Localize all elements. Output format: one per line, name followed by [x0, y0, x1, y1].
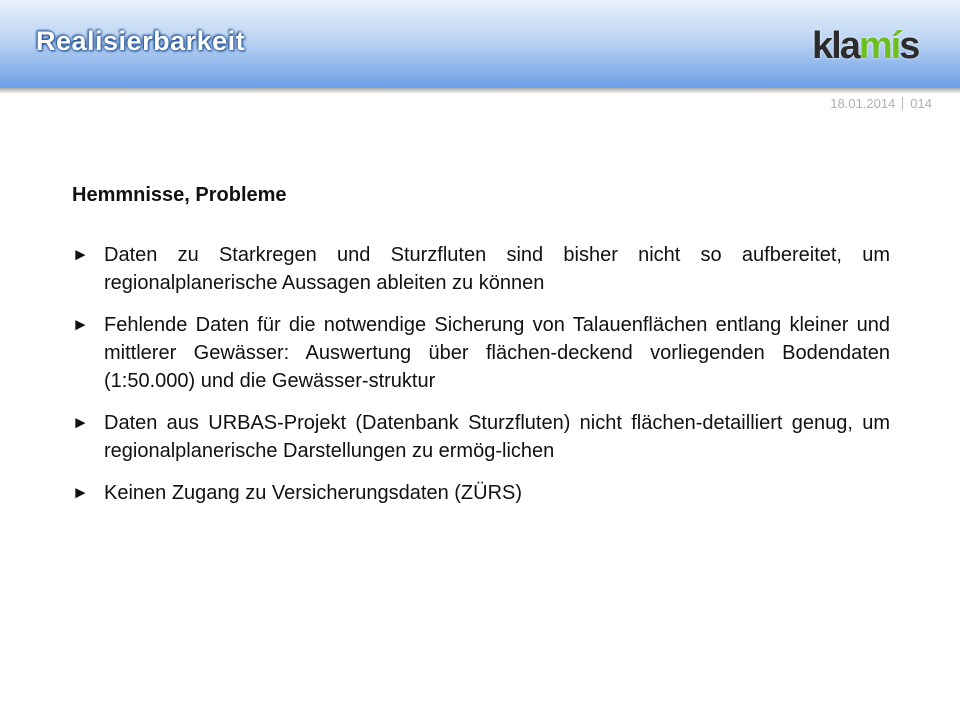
- arrow-bullet-icon: ►: [72, 315, 89, 334]
- logo-wordmark: [812, 26, 918, 66]
- arrow-bullet-icon: ►: [72, 483, 89, 502]
- slide-meta: [830, 96, 932, 111]
- bullet-item: [72, 479, 890, 507]
- slide-content: [72, 184, 890, 521]
- klamis-logo: [812, 26, 928, 70]
- logo-part-2: mí: [858, 25, 900, 67]
- header-shadow: [0, 88, 960, 94]
- bullet-text: Daten aus URBAS-Projekt (Datenbank Sturzfluten) nicht flächen-detailliert genug, um regionalplanerische Darstellungen zu ermög-lichen: [104, 412, 890, 462]
- bullet-list: [72, 241, 890, 507]
- bullet-item: [72, 241, 890, 297]
- bullet-item: [72, 311, 890, 395]
- meta-divider: [902, 97, 903, 110]
- logo-part-1: kla: [812, 25, 859, 67]
- bullet-text: Fehlende Daten für die notwendige Sicherung von Talauenflächen entlang kleiner und mittlerer Gewässer: Auswertung über flächen-deckend vorliegenden Bodendaten (1:50.000) und die Gewässer-struktur: [104, 314, 890, 392]
- section-heading: Hemmnisse, Probleme: [72, 184, 287, 206]
- page-title: Realisierbarkeit: [36, 26, 246, 56]
- header-bar: [0, 0, 960, 88]
- logo-part-3: s: [899, 25, 919, 67]
- arrow-bullet-icon: ►: [72, 245, 89, 264]
- bullet-text: Daten zu Starkregen und Sturzfluten sind bisher nicht so aufbereitet, um regionalplanerische Aussagen ableiten zu können: [104, 244, 890, 294]
- arrow-bullet-icon: ►: [72, 413, 89, 432]
- slide-date: 18.01.2014: [830, 96, 896, 111]
- bullet-item: [72, 409, 890, 465]
- bullet-text: Keinen Zugang zu Versicherungsdaten (ZÜRS): [104, 482, 523, 504]
- slide-number: 014: [910, 96, 932, 111]
